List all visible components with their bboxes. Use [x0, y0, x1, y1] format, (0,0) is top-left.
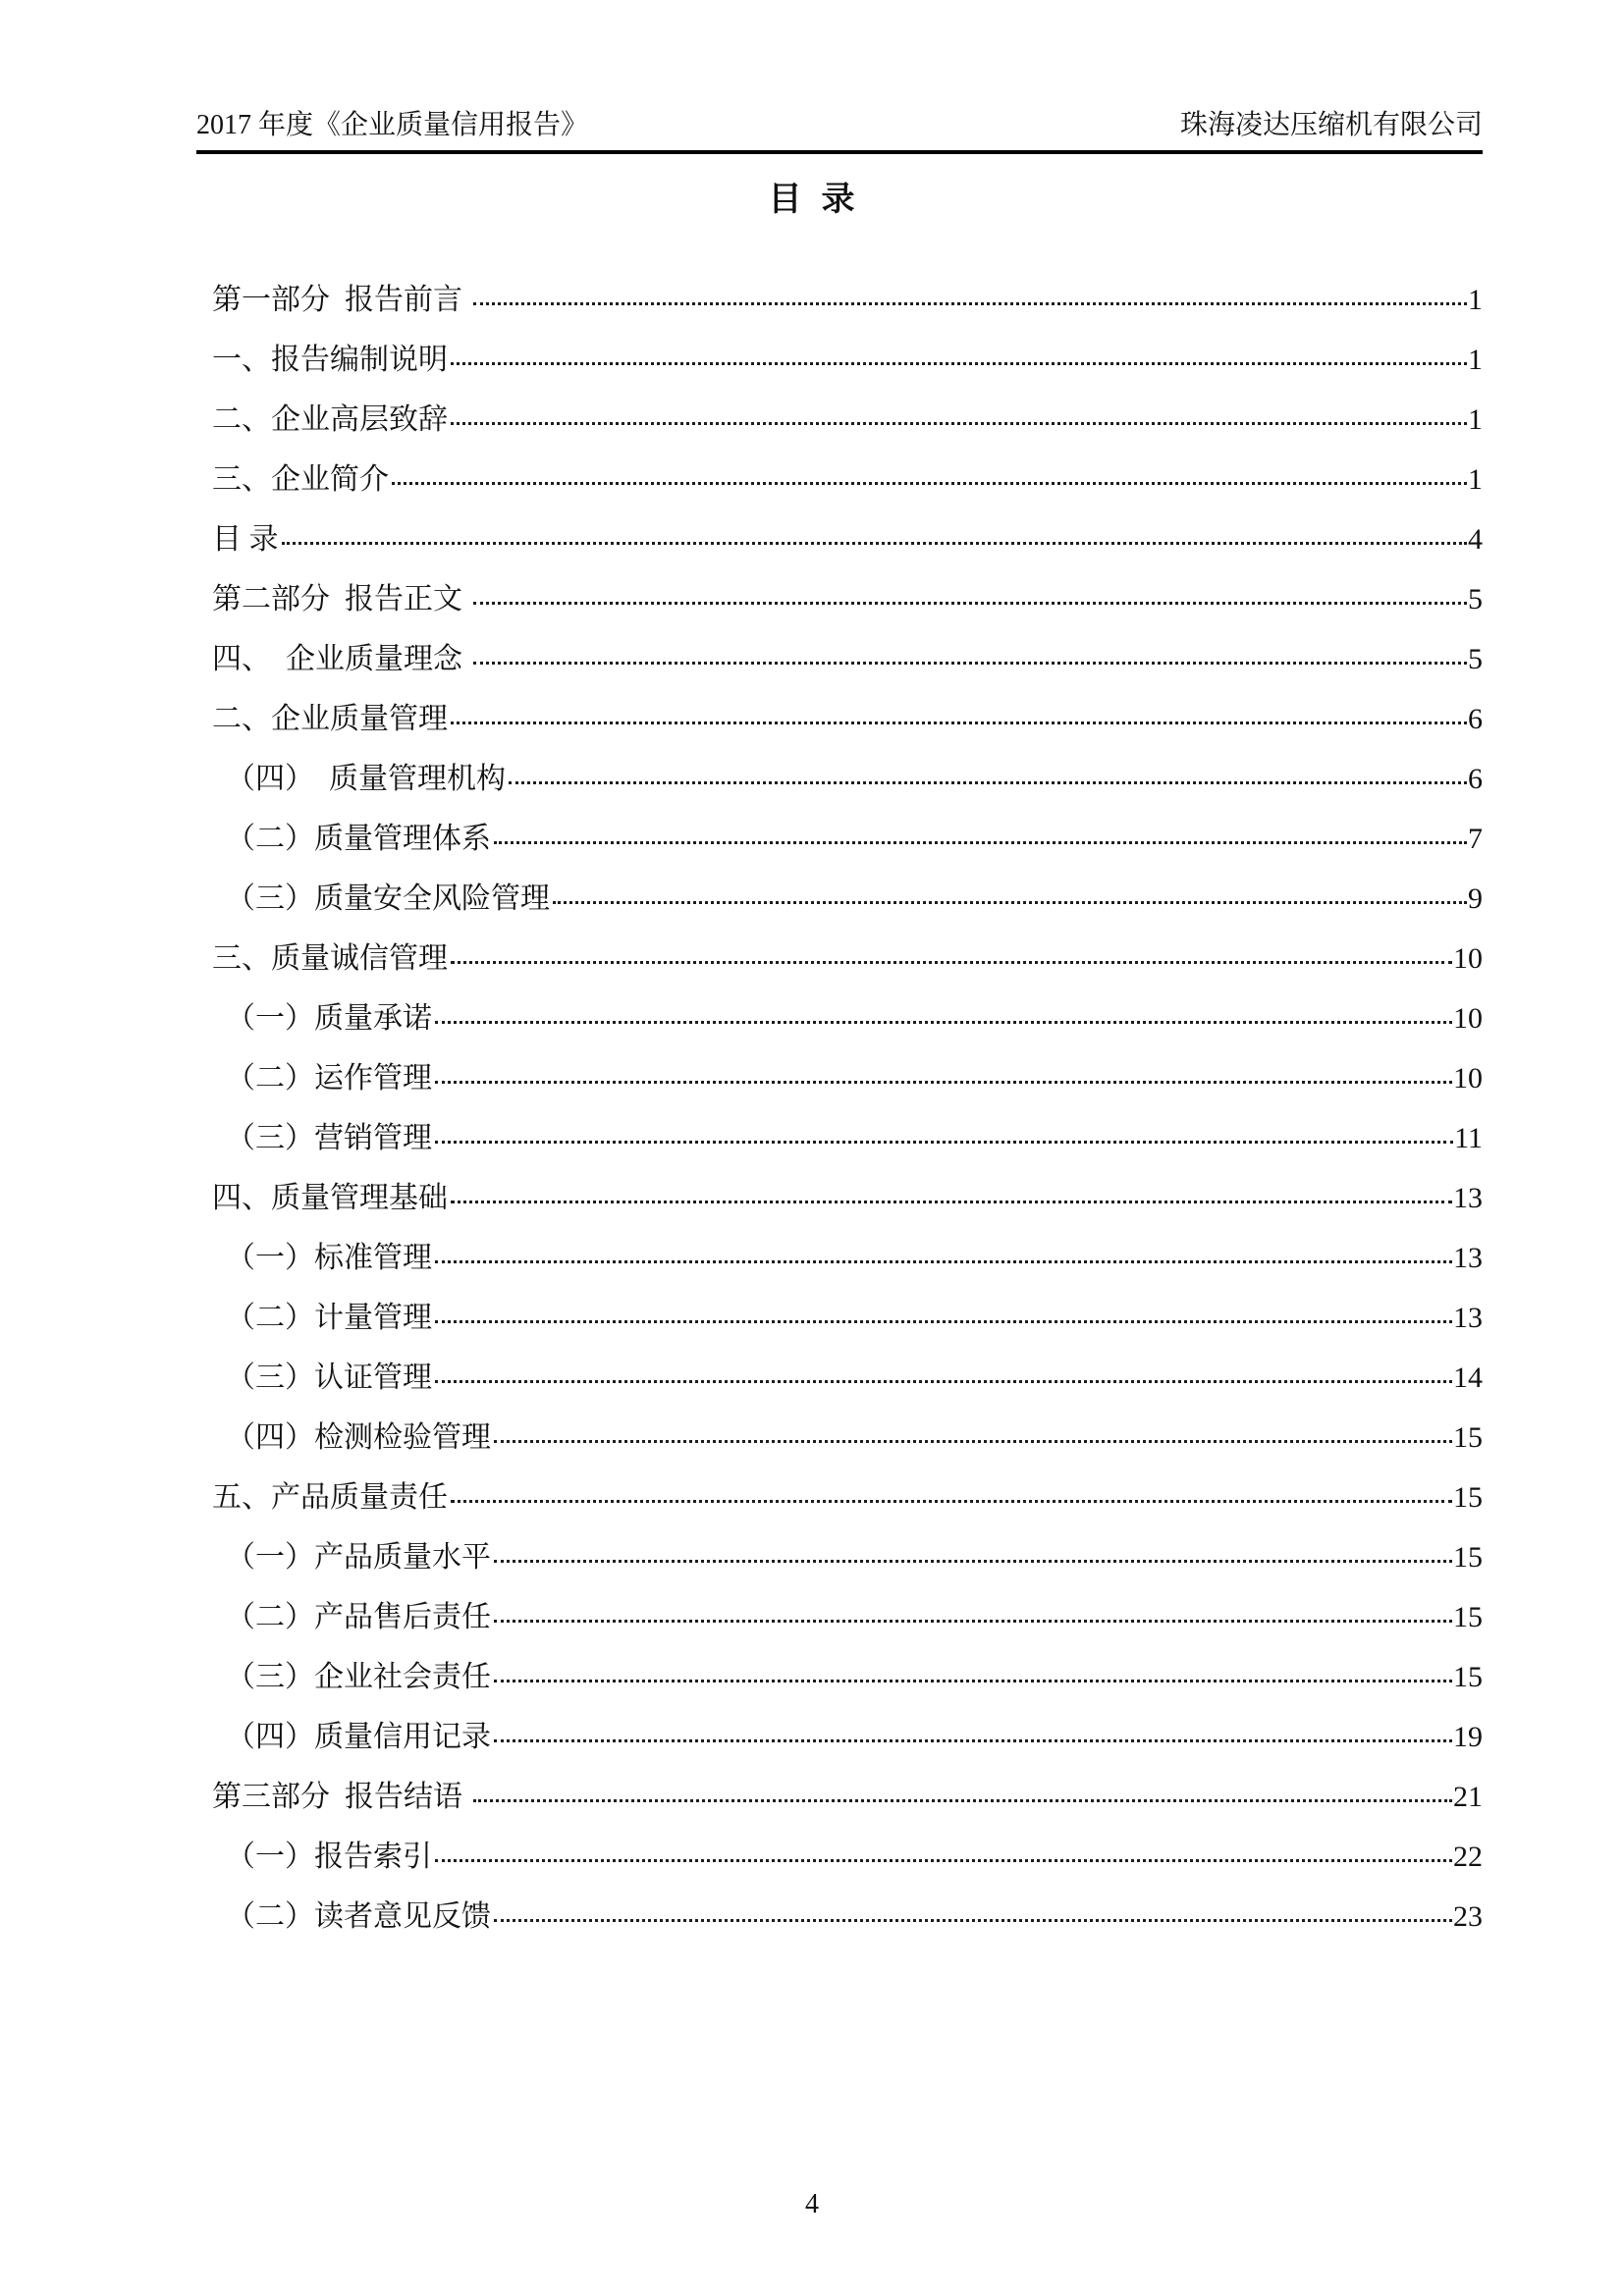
toc-dot-leader: [451, 422, 1467, 425]
toc-row[interactable]: [196, 1228, 1483, 1288]
toc-row[interactable]: [196, 1108, 1483, 1168]
toc-entry-label: （三）认证管理: [226, 1362, 432, 1394]
toc-page-number: 15: [1453, 1481, 1483, 1514]
toc-dot-leader: [435, 1320, 1452, 1323]
toc-entry-label: 二、企业高层致辞: [212, 403, 448, 436]
toc-entry-label: 一、报告编制说明: [212, 344, 448, 376]
toc-entry-label: （四）质量信用记录: [226, 1721, 491, 1753]
toc-dot-leader: [494, 1680, 1452, 1682]
toc-row[interactable]: [196, 1887, 1483, 1947]
toc-row[interactable]: [196, 869, 1483, 929]
toc-entry-label: （三）营销管理: [226, 1122, 432, 1154]
toc-entry-label: （三）质量安全风险管理: [226, 882, 550, 915]
toc-entry-label: （一）质量承诺: [226, 1002, 432, 1035]
toc-entry-label: （二）运作管理: [226, 1062, 432, 1095]
toc-dot-leader: [451, 362, 1467, 365]
toc-page-number: 15: [1453, 1661, 1483, 1693]
toc-entry-label: （二）读者意见反馈: [226, 1900, 491, 1933]
table-of-contents: [196, 270, 1483, 1947]
toc-page-number: 10: [1453, 1062, 1483, 1095]
page-header: [196, 0, 1483, 154]
toc-entry-label: （一）产品质量水平: [226, 1541, 491, 1574]
toc-page-number: 1: [1468, 344, 1483, 376]
toc-entry-label: 第二部分 报告正文: [212, 583, 470, 615]
toc-row[interactable]: [196, 1767, 1483, 1827]
toc-row[interactable]: [196, 569, 1483, 629]
toc-page-number: 14: [1453, 1362, 1483, 1394]
toc-page-number: 21: [1453, 1781, 1483, 1813]
toc-entry-label: 四、质量管理基础: [212, 1182, 448, 1214]
toc-entry-label: （四） 质量管理机构: [226, 763, 506, 795]
toc-row[interactable]: [196, 1348, 1483, 1408]
toc-page-number: 4: [1468, 523, 1483, 556]
toc-page-number: 22: [1453, 1841, 1483, 1873]
toc-dot-leader: [435, 1859, 1452, 1862]
toc-entry-label: （一）报告索引: [226, 1841, 432, 1873]
toc-dot-leader: [494, 1919, 1452, 1922]
toc-entry-label: 三、质量诚信管理: [212, 942, 448, 975]
toc-page-number: 1: [1468, 403, 1483, 436]
toc-row[interactable]: [196, 1827, 1483, 1887]
toc-dot-leader: [282, 542, 1468, 545]
toc-page-number: 15: [1453, 1601, 1483, 1633]
toc-row[interactable]: [196, 1408, 1483, 1468]
toc-entry-label: 第三部分 报告结语: [212, 1781, 470, 1813]
header-report-title: 2017 年度《企业质量信用报告》: [196, 110, 589, 140]
toc-entry-label: 三、企业简介: [212, 463, 389, 496]
toc-dot-leader: [451, 1201, 1452, 1203]
toc-entry-label: 二、企业质量管理: [212, 703, 448, 735]
page-title: 目 录: [768, 182, 856, 218]
toc-page-number: 1: [1468, 284, 1483, 316]
toc-row[interactable]: [196, 1048, 1483, 1108]
toc-page-number: 19: [1453, 1721, 1483, 1753]
toc-row[interactable]: [196, 749, 1483, 809]
toc-entry-label: 四、 企业质量理念: [212, 643, 470, 675]
toc-page-number: 6: [1468, 703, 1483, 735]
toc-row[interactable]: [196, 509, 1483, 569]
footer-page-number: 4: [805, 2189, 819, 2219]
toc-entry-label: 五、产品质量责任: [212, 1481, 448, 1514]
toc-page-number: 1: [1468, 463, 1483, 496]
toc-page-number: 13: [1453, 1182, 1483, 1214]
header-company-name: 珠海凌达压缩机有限公司: [1179, 110, 1483, 140]
toc-row[interactable]: [196, 450, 1483, 509]
toc-row[interactable]: [196, 988, 1483, 1048]
toc-entry-label: （二）计量管理: [226, 1302, 432, 1334]
toc-row[interactable]: [196, 390, 1483, 450]
toc-row[interactable]: [196, 629, 1483, 689]
toc-entry-label: （四）检测检验管理: [226, 1421, 491, 1454]
toc-dot-leader: [451, 721, 1467, 724]
toc-page-number: 15: [1453, 1421, 1483, 1454]
toc-dot-leader: [494, 1620, 1452, 1623]
toc-entry-label: （三）企业社会责任: [226, 1661, 491, 1693]
toc-dot-leader: [494, 1440, 1452, 1443]
toc-dot-leader: [494, 1560, 1452, 1563]
toc-row[interactable]: [196, 1168, 1483, 1228]
toc-dot-leader: [494, 1739, 1452, 1742]
toc-dot-leader: [473, 1799, 1453, 1802]
toc-page-number: 5: [1468, 583, 1483, 615]
toc-dot-leader: [509, 781, 1467, 784]
toc-dot-leader: [473, 602, 1468, 605]
toc-row[interactable]: [196, 929, 1483, 988]
toc-dot-leader: [435, 1260, 1452, 1263]
toc-dot-leader: [473, 302, 1468, 305]
toc-row[interactable]: [196, 270, 1483, 330]
toc-page-number: 15: [1453, 1541, 1483, 1574]
toc-page-number: 6: [1468, 763, 1483, 795]
toc-dot-leader: [451, 1500, 1452, 1503]
toc-row[interactable]: [196, 809, 1483, 869]
toc-dot-leader: [553, 901, 1467, 904]
toc-page-number: 10: [1453, 1002, 1483, 1035]
toc-dot-leader: [435, 1021, 1452, 1024]
toc-dot-leader: [451, 961, 1452, 964]
toc-row[interactable]: [196, 1647, 1483, 1707]
toc-page-number: 10: [1453, 942, 1483, 975]
toc-page-number: 11: [1454, 1122, 1483, 1154]
toc-dot-leader: [392, 482, 1467, 485]
toc-row[interactable]: [196, 1707, 1483, 1767]
toc-dot-leader: [435, 1081, 1452, 1084]
toc-entry-label: 目 录: [212, 523, 279, 556]
toc-entry-label: （二）产品售后责任: [226, 1601, 491, 1633]
toc-row[interactable]: [196, 1468, 1483, 1527]
toc-page-number: 13: [1453, 1242, 1483, 1274]
toc-page-number: 5: [1468, 643, 1483, 675]
toc-page-number: 7: [1468, 823, 1483, 855]
toc-dot-leader: [435, 1380, 1452, 1383]
toc-dot-leader: [494, 841, 1467, 844]
toc-entry-label: （一）标准管理: [226, 1242, 432, 1274]
toc-page-number: 23: [1453, 1900, 1483, 1933]
toc-dot-leader: [435, 1141, 1453, 1144]
toc-row[interactable]: [196, 330, 1483, 390]
toc-row[interactable]: [196, 689, 1483, 749]
toc-page-number: 13: [1453, 1302, 1483, 1334]
toc-dot-leader: [473, 662, 1468, 665]
toc-entry-label: （二）质量管理体系: [226, 823, 491, 855]
toc-row[interactable]: [196, 1527, 1483, 1587]
toc-row[interactable]: [196, 1288, 1483, 1348]
toc-row[interactable]: [196, 1587, 1483, 1647]
toc-page-number: 9: [1468, 882, 1483, 915]
toc-entry-label: 第一部分 报告前言: [212, 284, 470, 316]
